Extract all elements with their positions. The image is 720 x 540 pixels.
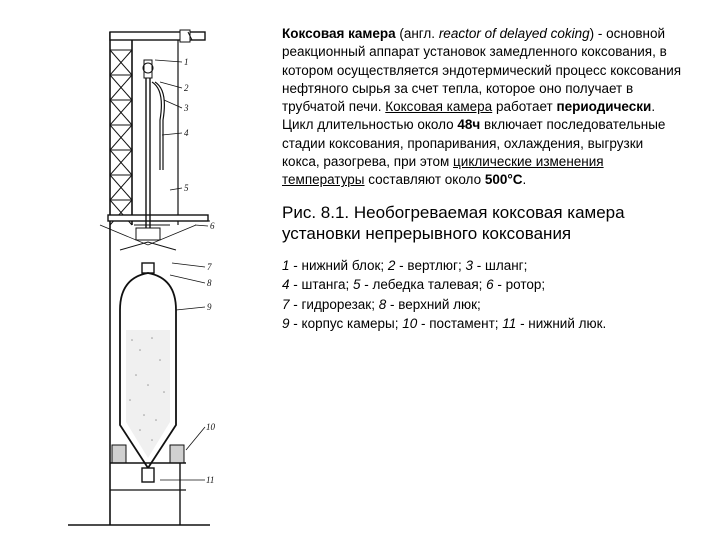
- legend-num: 10: [402, 316, 418, 332]
- legend-text: - постамент;: [417, 316, 503, 332]
- paren-open: (англ.: [395, 26, 439, 41]
- description-text-2: работает: [492, 99, 557, 115]
- legend-item: [379, 297, 481, 312]
- description-text-1: - основной реакционный аппарат установок замедленного коксования, в котором осуществляется эндотермический процесс коксования нефтяного сырья за счет тепла, которое оно получает в трубчатой печи.: [282, 26, 682, 115]
- temperature-cycles-link[interactable]: циклические изменения температуры: [282, 154, 604, 188]
- paren-close: ): [589, 26, 595, 41]
- figure-caption: [282, 202, 682, 244]
- legend-item: [486, 277, 545, 292]
- legend-item: [282, 316, 402, 331]
- legend-text: - гидрорезак;: [289, 296, 379, 312]
- legend-item: [282, 258, 388, 273]
- caption-text: . 8.1. Необогреваемая коксовая камера установки непрерывного коксования: [282, 202, 625, 243]
- legend-item: [282, 277, 353, 292]
- figure-label-8: 8: [207, 278, 212, 288]
- description-text-4: включает последовательные стадии коксования, пропаривания, охлаждения, выгрузки кокса, разогрева, при этом: [282, 117, 666, 170]
- legend-text: - лебедка талевая;: [360, 277, 487, 293]
- legend-item: [402, 316, 502, 331]
- legend-item: [282, 297, 379, 312]
- figure-label-7: 7: [207, 262, 212, 272]
- legend-text: - верхний люк;: [386, 296, 481, 312]
- figure-label-1: 1: [184, 57, 189, 67]
- coke-chamber-link[interactable]: Коксовая камера: [385, 99, 493, 115]
- legend-text: - нижний люк.: [516, 316, 607, 332]
- figure-label-2: 2: [184, 83, 189, 93]
- legend-num: 8: [378, 296, 387, 312]
- figure-label-10: 10: [206, 422, 215, 432]
- figure-label-5: 5: [184, 183, 189, 193]
- legend-num: 1: [282, 257, 290, 273]
- legend-text: - шланг;: [473, 257, 528, 273]
- legend-num: 6: [486, 277, 494, 293]
- figure-label-11: 11: [206, 475, 215, 485]
- figure-label-4: 4: [184, 128, 189, 138]
- description-paragraph: [282, 25, 682, 190]
- legend-num: 4: [282, 277, 290, 293]
- english-term: reactor of delayed coking: [438, 26, 590, 41]
- legend-item: [465, 258, 527, 273]
- chamber-body: [100, 225, 196, 482]
- text-column: [282, 25, 682, 334]
- description-text-6: .: [522, 172, 527, 188]
- pedestal: [68, 445, 210, 525]
- periodic-bold: периодически: [556, 99, 652, 115]
- legend-item: [353, 277, 486, 292]
- legend-item: [502, 316, 606, 331]
- legend-num: 9: [282, 316, 290, 332]
- temperature-bold: 500°С: [484, 172, 523, 188]
- legend-item: [388, 258, 466, 273]
- figure-label-3: 3: [184, 103, 189, 113]
- figure-label-6: 6: [210, 221, 215, 231]
- figure-label-9: 9: [207, 302, 212, 312]
- legend-num: 3: [465, 257, 473, 273]
- coke-chamber-diagram: [60, 20, 265, 535]
- figure-legend: [282, 256, 682, 334]
- legend-num: 7: [282, 296, 290, 312]
- legend-num: 5: [352, 277, 361, 293]
- legend-num: 11: [502, 316, 517, 332]
- legend-num: 2: [387, 257, 396, 273]
- legend-text: - штанга;: [289, 277, 353, 293]
- legend-text: - корпус камеры;: [289, 316, 403, 332]
- legend-text: - вертлюг;: [395, 257, 466, 273]
- legend-text: - нижний блок;: [289, 257, 388, 273]
- description-text-3: . Цикл длительностью около: [282, 99, 656, 133]
- legend-text: - ротор;: [493, 277, 546, 293]
- caption-prefix: Рис: [282, 202, 312, 222]
- drill-string: [134, 60, 170, 240]
- description-text-5: составляют около: [364, 172, 485, 188]
- hours-bold: 48ч: [457, 117, 481, 133]
- term: Коксовая камера: [282, 26, 396, 41]
